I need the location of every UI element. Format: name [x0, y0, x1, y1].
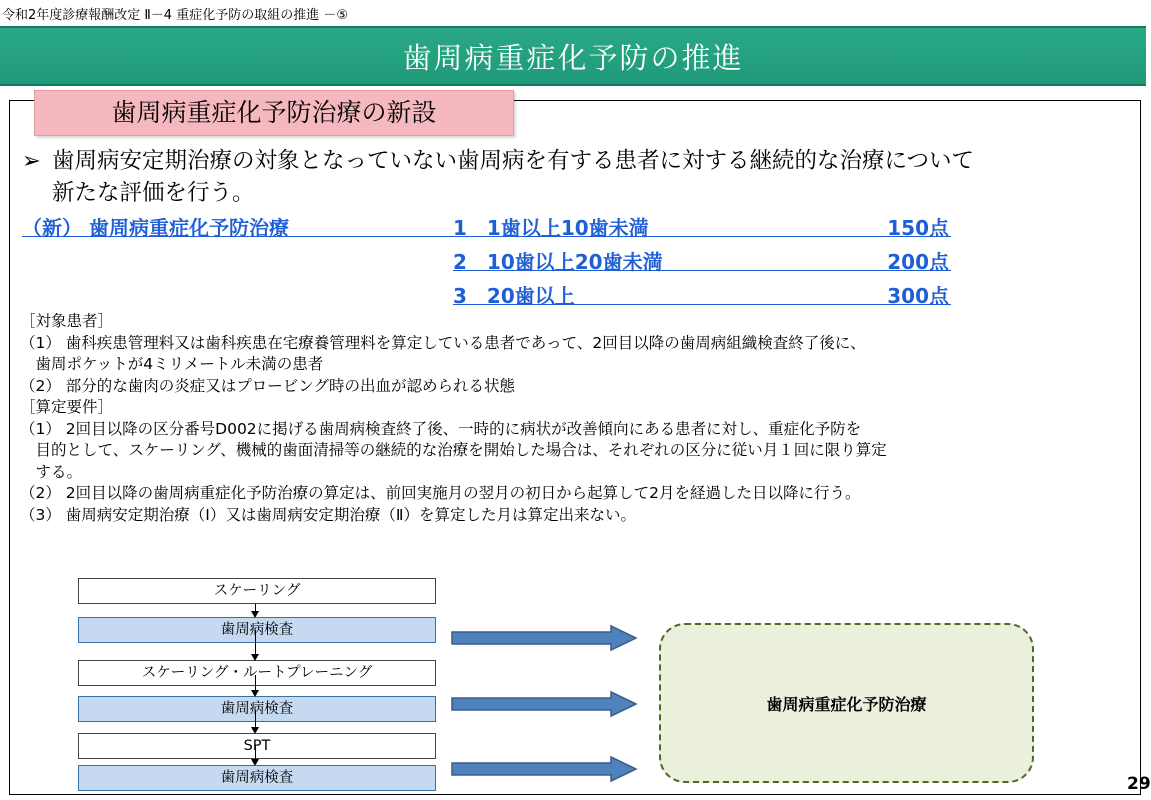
flow-step-perio-exam: 歯周病検査: [78, 617, 436, 643]
section-tag: 歯周病重症化予防治療の新設: [34, 90, 514, 136]
fee-row-2: [453, 246, 951, 274]
fee-row-1: [453, 212, 951, 240]
target-line: 歯周ポケットが4ミリメートル未満の患者: [20, 355, 324, 373]
down-arrow-icon: [251, 654, 259, 661]
right-arrow-icon: [451, 756, 637, 782]
requirement-line: （3） 歯周病安定期治療（Ⅰ）又は歯周病安定期治療（Ⅱ）を算定した月は算定出来ない。: [20, 505, 636, 524]
requirement-line: （2） 2回目以降の歯周病重症化予防治療の算定は、前回実施月の翌月の初日から起算して2月を経過した日以降に行う。: [20, 484, 861, 502]
page-title: 歯周病重症化予防の推進: [402, 41, 744, 75]
title-banner: [0, 26, 1146, 86]
requirement-line: 目的として、スケーリング、機械的歯面清掃等の継続的な治療を開始した場合は、それぞれの区分に従い月１回に限り算定: [20, 441, 887, 459]
page-number: 29: [1127, 774, 1151, 794]
right-arrow-icon: [451, 691, 637, 717]
lead-line-2: 新たな評価を行う。: [52, 180, 255, 206]
bullet-arrow-icon: ➢: [22, 148, 41, 174]
fee-row-points: 300点: [887, 284, 949, 308]
requirements-heading: ［算定要件］: [20, 398, 114, 416]
result-treatment-box: 歯周病重症化予防治療: [659, 623, 1034, 783]
fee-row-3: [453, 280, 951, 308]
flow-step-perio-exam: 歯周病検査: [78, 696, 436, 722]
flow-step-perio-exam: 歯周病検査: [78, 765, 436, 791]
fee-row-label: 1 1歯以上10歯未満: [453, 216, 649, 240]
target-patients-section: [20, 311, 887, 526]
down-arrow-icon: [251, 759, 259, 766]
fee-row-label: 3 20歯以上: [453, 284, 575, 308]
flow-connector: [255, 710, 256, 728]
right-arrow-icon: [451, 625, 637, 651]
flow-connector: [255, 675, 256, 691]
flow-step-srp: スケーリング・ルートプレーニング: [78, 660, 436, 686]
requirement-line: する。: [20, 462, 83, 481]
target-heading: ［対象患者］: [20, 312, 114, 330]
target-line: （2） 部分的な歯肉の炎症又はプロービング時の出血が認められる状態: [20, 376, 515, 395]
breadcrumb: 令和2年度診療報酬改定 Ⅱ－4 重症化予防の取組の推進 －⑤: [2, 8, 348, 23]
down-arrow-icon: [251, 690, 259, 697]
down-arrow-icon: [251, 611, 259, 618]
flow-connector: [255, 745, 256, 760]
lead-line-1: 歯周病安定期治療の対象となっていない歯周病を有する患者に対する継続的な治療について: [52, 148, 975, 174]
flow-connector: [255, 630, 256, 655]
flow-step-scaling: スケーリング: [78, 578, 436, 604]
fee-row-label: 2 10歯以上20歯未満: [453, 250, 663, 274]
requirement-line: （1） 2回目以降の区分番号D002に掲げる歯周病検査終了後、一時的に病状が改善傾向にある患者に対し、重症化予防を: [20, 419, 862, 438]
target-line: （1） 歯科疾患管理料又は歯科疾患在宅療養管理料を算定している患者であって、2回目以降の歯周病組織検査終了後に、: [20, 333, 866, 352]
fee-row-points: 200点: [887, 250, 949, 274]
new-fee-label: （新） 歯周病重症化予防治療: [22, 212, 455, 237]
down-arrow-icon: [251, 727, 259, 734]
flow-step-spt: SPT: [78, 733, 436, 759]
lead-paragraph: [22, 145, 1132, 209]
fee-row-points: 150点: [887, 216, 949, 240]
